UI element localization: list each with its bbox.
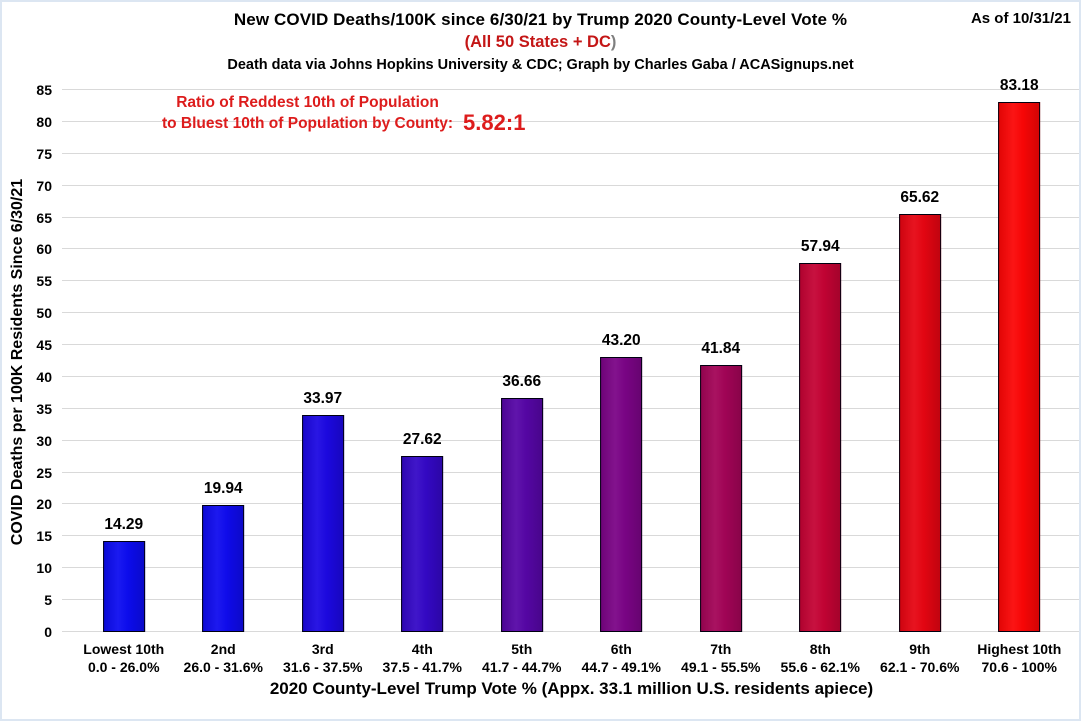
as-of-date: As of 10/31/21 — [970, 10, 1071, 27]
bar-slot — [870, 90, 970, 632]
x-tick-range: 26.0 - 31.6% — [183, 659, 263, 675]
bar-slot — [771, 90, 871, 632]
x-tick-range: 70.6 - 100% — [981, 659, 1057, 675]
y-tick-label: 30 — [36, 432, 52, 449]
bar-slot — [970, 76, 1070, 632]
x-tick-range: 44.7 - 49.1% — [581, 659, 661, 675]
chart-credit-line: Death data via Johns Hopkins University & CDC; Graph by Charles Gaba / ACASignups.net — [227, 57, 854, 73]
x-tick-label — [373, 640, 473, 676]
bar-value-label: 19.94 — [203, 479, 243, 497]
ratio-annotation-line1: Ratio of Reddest 10th of Population — [176, 94, 439, 111]
x-tick-category: 7th — [710, 641, 732, 657]
x-tick-category: 8th — [809, 641, 831, 657]
x-tick-label — [970, 640, 1070, 676]
bar-value-label: 14.29 — [104, 515, 144, 533]
x-tick-category: 5th — [511, 641, 533, 657]
x-tick-category: 6th — [610, 641, 632, 657]
x-tick-label — [174, 640, 274, 676]
bar-value-label: 41.84 — [701, 340, 741, 358]
bar-value-label: 43.20 — [601, 331, 641, 349]
bar-slot — [273, 90, 373, 632]
y-tick-label: 70 — [36, 177, 52, 194]
y-tick-label: 15 — [36, 528, 52, 545]
ratio-annotation-text — [162, 92, 453, 134]
ratio-annotation — [162, 92, 525, 134]
chart-title: New COVID Deaths/100K since 6/30/21 by Trump 2020 County-Level Vote % — [233, 10, 848, 29]
x-tick-label — [572, 640, 672, 676]
y-tick-label: 0 — [44, 624, 52, 640]
bar-5-5th — [501, 398, 543, 632]
x-tick-category: 9th — [909, 641, 931, 657]
x-tick-category: 2nd — [210, 641, 236, 657]
x-tick-range: 49.1 - 55.5% — [681, 659, 761, 675]
x-axis-title: 2020 County-Level Trump Vote % (Appx. 33.1 million U.S. residents apiece) — [269, 679, 874, 698]
plot-area — [36, 76, 1081, 640]
x-tick-range: 37.5 - 41.7% — [382, 659, 462, 675]
bar-value-label: 65.62 — [900, 188, 940, 206]
x-axis-ticks — [74, 640, 1069, 676]
y-tick-label: 10 — [36, 560, 52, 577]
y-tick-label: 20 — [36, 496, 52, 513]
bar-value-label: 36.66 — [502, 373, 542, 391]
y-tick-label: 45 — [36, 337, 52, 354]
y-axis-title: COVID Deaths per 100K Residents Since 6/30/21 — [9, 178, 26, 546]
x-tick-category: 4th — [411, 641, 433, 657]
x-tick-category: 3rd — [311, 641, 334, 657]
y-tick-label: 80 — [36, 113, 52, 130]
x-tick-range: 55.6 - 62.1% — [780, 659, 860, 675]
y-tick-label: 60 — [36, 241, 52, 258]
bar-slot — [74, 90, 174, 632]
bar-7-7th — [700, 365, 742, 632]
bar-1-lowest-10th — [103, 541, 145, 632]
x-tick-label — [472, 640, 572, 676]
y-tick-label: 5 — [44, 592, 52, 609]
x-tick-range: 62.1 - 70.6% — [880, 659, 960, 675]
bar-slot — [472, 90, 572, 632]
bar-8-8th — [799, 263, 841, 632]
bar-slot — [671, 90, 771, 632]
bar-4-4th — [401, 456, 443, 632]
x-tick-category: Lowest 10th — [83, 641, 165, 657]
y-tick-label: 50 — [36, 305, 52, 322]
y-tick-label: 40 — [36, 368, 52, 385]
x-tick-label — [273, 640, 373, 676]
bar-value-label: 33.97 — [303, 390, 343, 408]
bar-3-3rd — [302, 415, 344, 632]
bar-slot — [572, 90, 672, 632]
bar-value-label: 83.18 — [999, 76, 1039, 94]
bar-value-label: 57.94 — [800, 237, 840, 255]
bar-2-2nd — [202, 505, 244, 632]
bar-10-highest-10th — [998, 102, 1040, 632]
x-tick-range: 0.0 - 26.0% — [87, 659, 160, 675]
x-tick-label — [771, 640, 871, 676]
y-tick-label: 75 — [36, 145, 52, 162]
bar-value-label: 27.62 — [402, 430, 442, 448]
y-tick-label: 65 — [36, 209, 52, 226]
x-tick-range: 41.7 - 44.7% — [482, 659, 562, 675]
bar-6-6th — [600, 357, 642, 632]
ratio-annotation-line2: to Bluest 10th of Population by County: — [162, 115, 454, 132]
y-tick-label: 55 — [36, 273, 52, 290]
bar-slot — [373, 90, 473, 632]
x-tick-category: Highest 10th — [977, 641, 1062, 657]
x-tick-label — [671, 640, 771, 676]
bars-layer — [74, 76, 1069, 632]
y-tick-label: 35 — [36, 400, 52, 417]
x-tick-range: 31.6 - 37.5% — [283, 659, 363, 675]
x-tick-label — [74, 640, 174, 676]
chart-subtitle-text: (All 50 States + DC — [464, 33, 611, 51]
y-tick-label: 85 — [36, 82, 52, 98]
bar-9-9th — [899, 214, 941, 632]
x-tick-label — [870, 640, 970, 676]
y-tick-label: 25 — [36, 464, 52, 481]
chart-subtitle-close-paren: ) — [610, 33, 617, 51]
bar-slot — [174, 90, 274, 632]
chart-subtitle — [2, 33, 1079, 52]
ratio-value: 5.82:1 — [463, 110, 526, 135]
